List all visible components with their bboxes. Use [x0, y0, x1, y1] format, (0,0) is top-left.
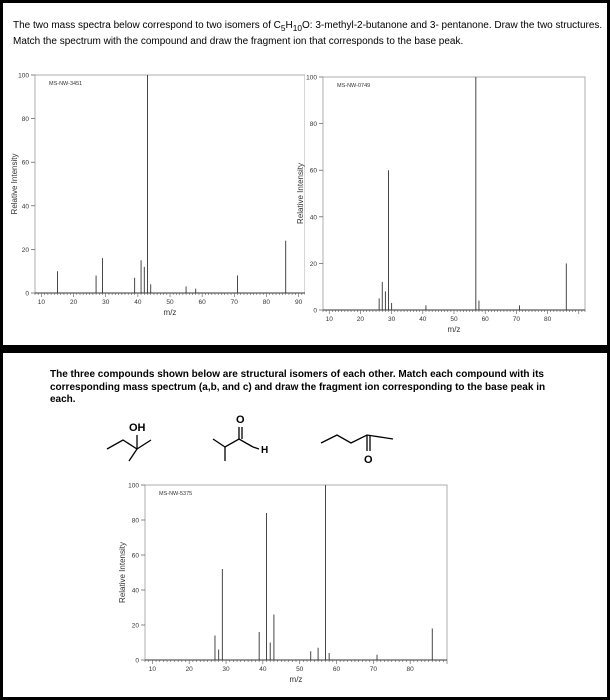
x-tick-label: 30 [102, 299, 110, 306]
x-tick-label: 10 [148, 666, 156, 673]
plot-frame [145, 485, 447, 660]
y-tick-label: 20 [21, 246, 29, 254]
y-axis-label: Relative Intensity [10, 153, 19, 215]
y-tick-label: 100 [18, 72, 29, 80]
h-label: H [261, 445, 269, 456]
x-tick-label: 20 [185, 666, 193, 673]
x-tick-label: 10 [37, 299, 46, 306]
y-tick-label: 40 [309, 214, 317, 222]
chart-2-axes [296, 75, 585, 335]
plot-frame [323, 77, 585, 310]
y-axis-label: Relative Intensity [118, 542, 127, 603]
y-tick-label: 60 [131, 552, 139, 560]
structure-2 [213, 427, 259, 461]
formula-hydrogen: H [285, 20, 293, 31]
x-tick-label: 80 [406, 666, 414, 673]
y-tick-label: 80 [309, 121, 317, 129]
x-tick-label: 30 [388, 316, 396, 323]
question-2-panel [3, 353, 607, 697]
question-1-text-end: O: 3-methyl-2-butanone and 3- pentanone. Draw the two structures. Match the spectrum with the compound and draw the fragment ion that corresponds to the base peak. [13, 20, 603, 47]
y-tick-label: 0 [135, 657, 139, 665]
x-axis-label: m/z [447, 325, 461, 334]
x-tick-label: 60 [332, 666, 341, 673]
o-label-aldehyde: O [236, 414, 245, 426]
oh-label: OH [129, 422, 146, 434]
formula-subscript-hydrogen: 10 [292, 23, 303, 33]
spectrum-chart-3 [115, 470, 455, 695]
spectrum-id-label: MS-NW-3451 [49, 81, 83, 87]
x-tick-label: 70 [512, 316, 520, 323]
x-tick-label: 60 [198, 299, 206, 306]
chart-1-axes [10, 73, 305, 318]
x-tick-label: 90 [294, 299, 303, 306]
y-tick-label: 100 [128, 482, 139, 490]
x-axis-label: m/z [163, 308, 177, 317]
y-tick-label: 80 [21, 116, 29, 124]
y-tick-label: 60 [309, 167, 317, 175]
y-tick-label: 20 [131, 622, 139, 630]
x-tick-label: 40 [419, 316, 427, 323]
plot-frame [35, 75, 305, 293]
y-tick-label: 40 [21, 203, 29, 211]
x-tick-label: 20 [69, 299, 78, 306]
y-tick-label: 40 [131, 587, 139, 595]
y-tick-label: 80 [131, 517, 139, 525]
x-tick-label: 50 [450, 316, 458, 323]
question-1-text [13, 19, 603, 48]
structure-3 [321, 435, 393, 451]
spectrum-chart-2 [293, 65, 593, 355]
x-axis-label: m/z [289, 675, 303, 684]
x-tick-label: 80 [543, 316, 552, 323]
question-1-text-start: The two mass spectra below correspond to two isomers of C [13, 20, 281, 31]
y-tick-label: 60 [21, 159, 29, 167]
x-tick-label: 40 [259, 666, 267, 673]
question-1-panel [3, 3, 607, 345]
y-tick-label: 0 [313, 307, 317, 315]
x-tick-label: 30 [222, 666, 230, 673]
y-tick-label: 0 [25, 290, 29, 298]
x-tick-label: 50 [166, 299, 174, 306]
spectrum-id-label: MS-NW-5375 [159, 491, 193, 497]
chart-3-axes [118, 483, 447, 685]
o-label-ketone: O [364, 454, 373, 466]
formula-subscript-carbon: 5 [280, 23, 286, 33]
x-tick-label: 80 [262, 299, 271, 306]
x-tick-label: 10 [325, 316, 333, 323]
y-axis-label: Relative Intensity [296, 163, 305, 224]
structure-1 [107, 435, 151, 461]
y-tick-label: 20 [309, 260, 317, 268]
spectrum-chart-1 [5, 65, 305, 345]
question-2-text: The three compounds shown below are structural isomers of each other. Match each compound with its corresponding mass spectrum (a,b, and c) and draw the fragment ion corresponding to the base peak in each. [50, 369, 546, 405]
x-tick-label: 70 [230, 299, 238, 306]
x-tick-label: 50 [296, 666, 304, 673]
spectrum-id-label: MS-NW-0749 [337, 83, 371, 89]
y-tick-label: 100 [306, 74, 317, 82]
x-tick-label: 40 [134, 299, 142, 306]
x-tick-label: 20 [356, 316, 365, 323]
x-tick-label: 60 [481, 316, 489, 323]
x-tick-label: 70 [369, 666, 377, 673]
structures-row [93, 409, 513, 469]
